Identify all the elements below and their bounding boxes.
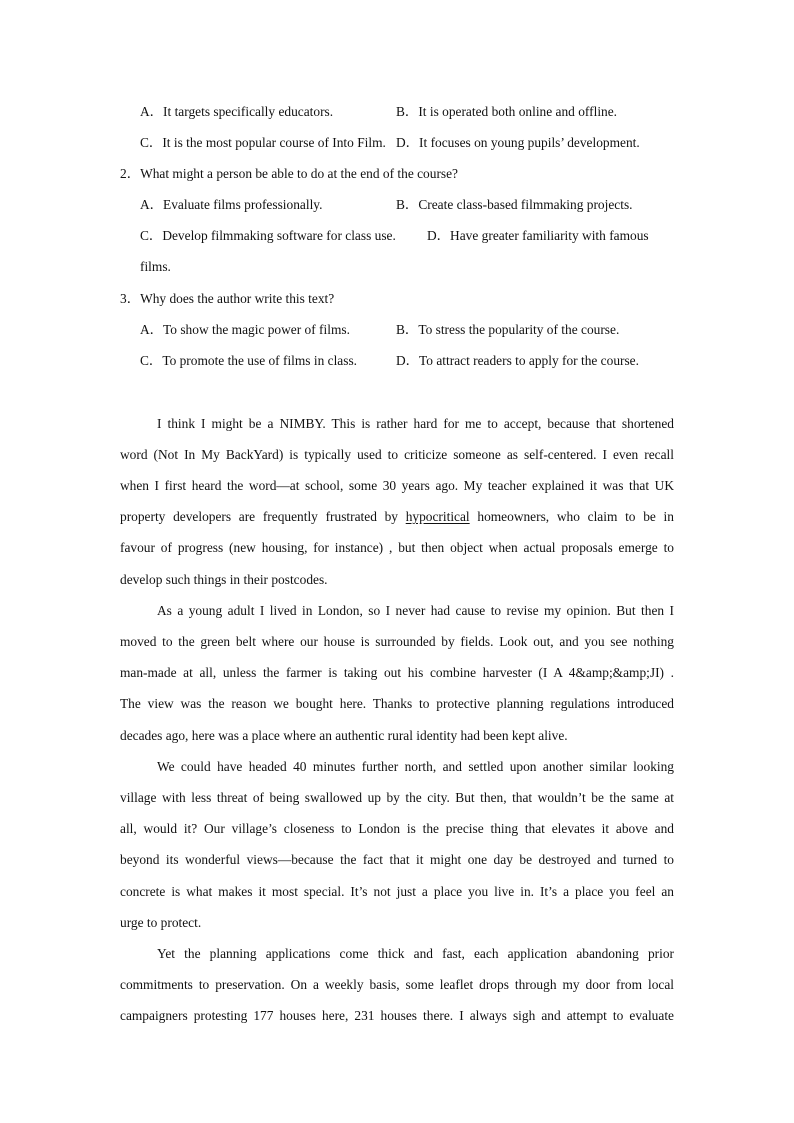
p2-line-1: As a young adult I lived in London, so I never had cause to revise my opinion. But then I [157,603,674,618]
p2-line-5: decades ago, here was a place where an authentic rural identity had been kept alive. [120,728,568,743]
q2-option-b: B．Create class-based filmmaking projects. [396,197,633,212]
q1-option-a: A．It targets specifically educators. [140,104,334,119]
q2-option-a: A．Evaluate films professionally. [140,197,323,212]
p1-line-4-end: homeowners, who claim to be in [477,509,674,524]
underlined-word: hypocritical [405,509,470,524]
q1-option-d: D．It focuses on young pupils’ development. [396,135,640,150]
p1-line-6: develop such things in their postcodes. [120,572,328,587]
p4-line-1: Yet the planning applications come thick and fast, each application abandoning prior [157,946,674,961]
p3-line-5: concrete is what makes it most special. It’s not just a place you live in. It’s a place you feel an [120,884,674,899]
p3-line-3: all, would it? Our village’s closeness to London is the precise thing that elevates it above and [120,821,674,836]
q3-option-d: D．To attract readers to apply for the course. [396,353,639,368]
p1-line-1: I think I might be a NIMBY. This is rather hard for me to accept, because that shortened [157,416,674,431]
q2-option-d: D．Have greater familiarity with famous [427,228,649,243]
p3-line-1: We could have headed 40 minutes further north, and settled upon another similar looking [157,759,674,774]
p3-line-4: beyond its wonderful views—because the fact that it might one day be destroyed and turned to [120,852,674,867]
p4-line-2: commitments to preservation. On a weekly basis, some leaflet drops through my door from local [120,977,674,992]
p1-line-3: when I first heard the word—at school, some 30 years ago. My teacher explained it was that UK [120,478,674,493]
p2-line-4: The view was the reason we bought here. Thanks to protective planning regulations introduced [120,696,674,711]
p1-line-2: word (Not In My BackYard) is typically used to criticize someone as self-centered. I even recall [120,447,674,462]
p1-line-4-start: property developers are frequently frustrated by [120,509,398,524]
q3-option-a: A．To show the magic power of films. [140,322,350,337]
p2-line-2: moved to the green belt where our house is surrounded by fields. Look out, and you see nothing [120,634,674,649]
p1-line-4 [120,508,674,526]
q3-option-b: B．To stress the popularity of the course. [396,322,620,337]
p3-line-6: urge to protect. [120,915,202,930]
q3-stem: 3．Why does the author write this text? [120,291,335,306]
p4-line-3: campaigners protesting 177 houses here, 231 houses there. I always sigh and attempt to evaluate [120,1008,674,1023]
q2-option-d-continued: films. [140,259,171,274]
p2-line-3: man-made at all, unless the farmer is taking out his combine harvester (I A 4&amp;&amp;JI) . [120,665,674,680]
p3-line-2: village with less threat of being swallowed up by the city. But then, that wouldn’t be the same at [120,790,674,805]
q2-option-c: C．Develop filmmaking software for class use. [140,228,396,243]
q2-stem: 2．What might a person be able to do at the end of the course? [120,166,459,181]
q1-option-c: C．It is the most popular course of Into Film. [140,135,386,150]
p1-line-5: favour of progress (new housing, for instance) , but then object when actual proposals emerge to [120,540,674,555]
q1-option-b: B．It is operated both online and offline. [396,104,618,119]
q3-option-c: C．To promote the use of films in class. [140,353,358,368]
